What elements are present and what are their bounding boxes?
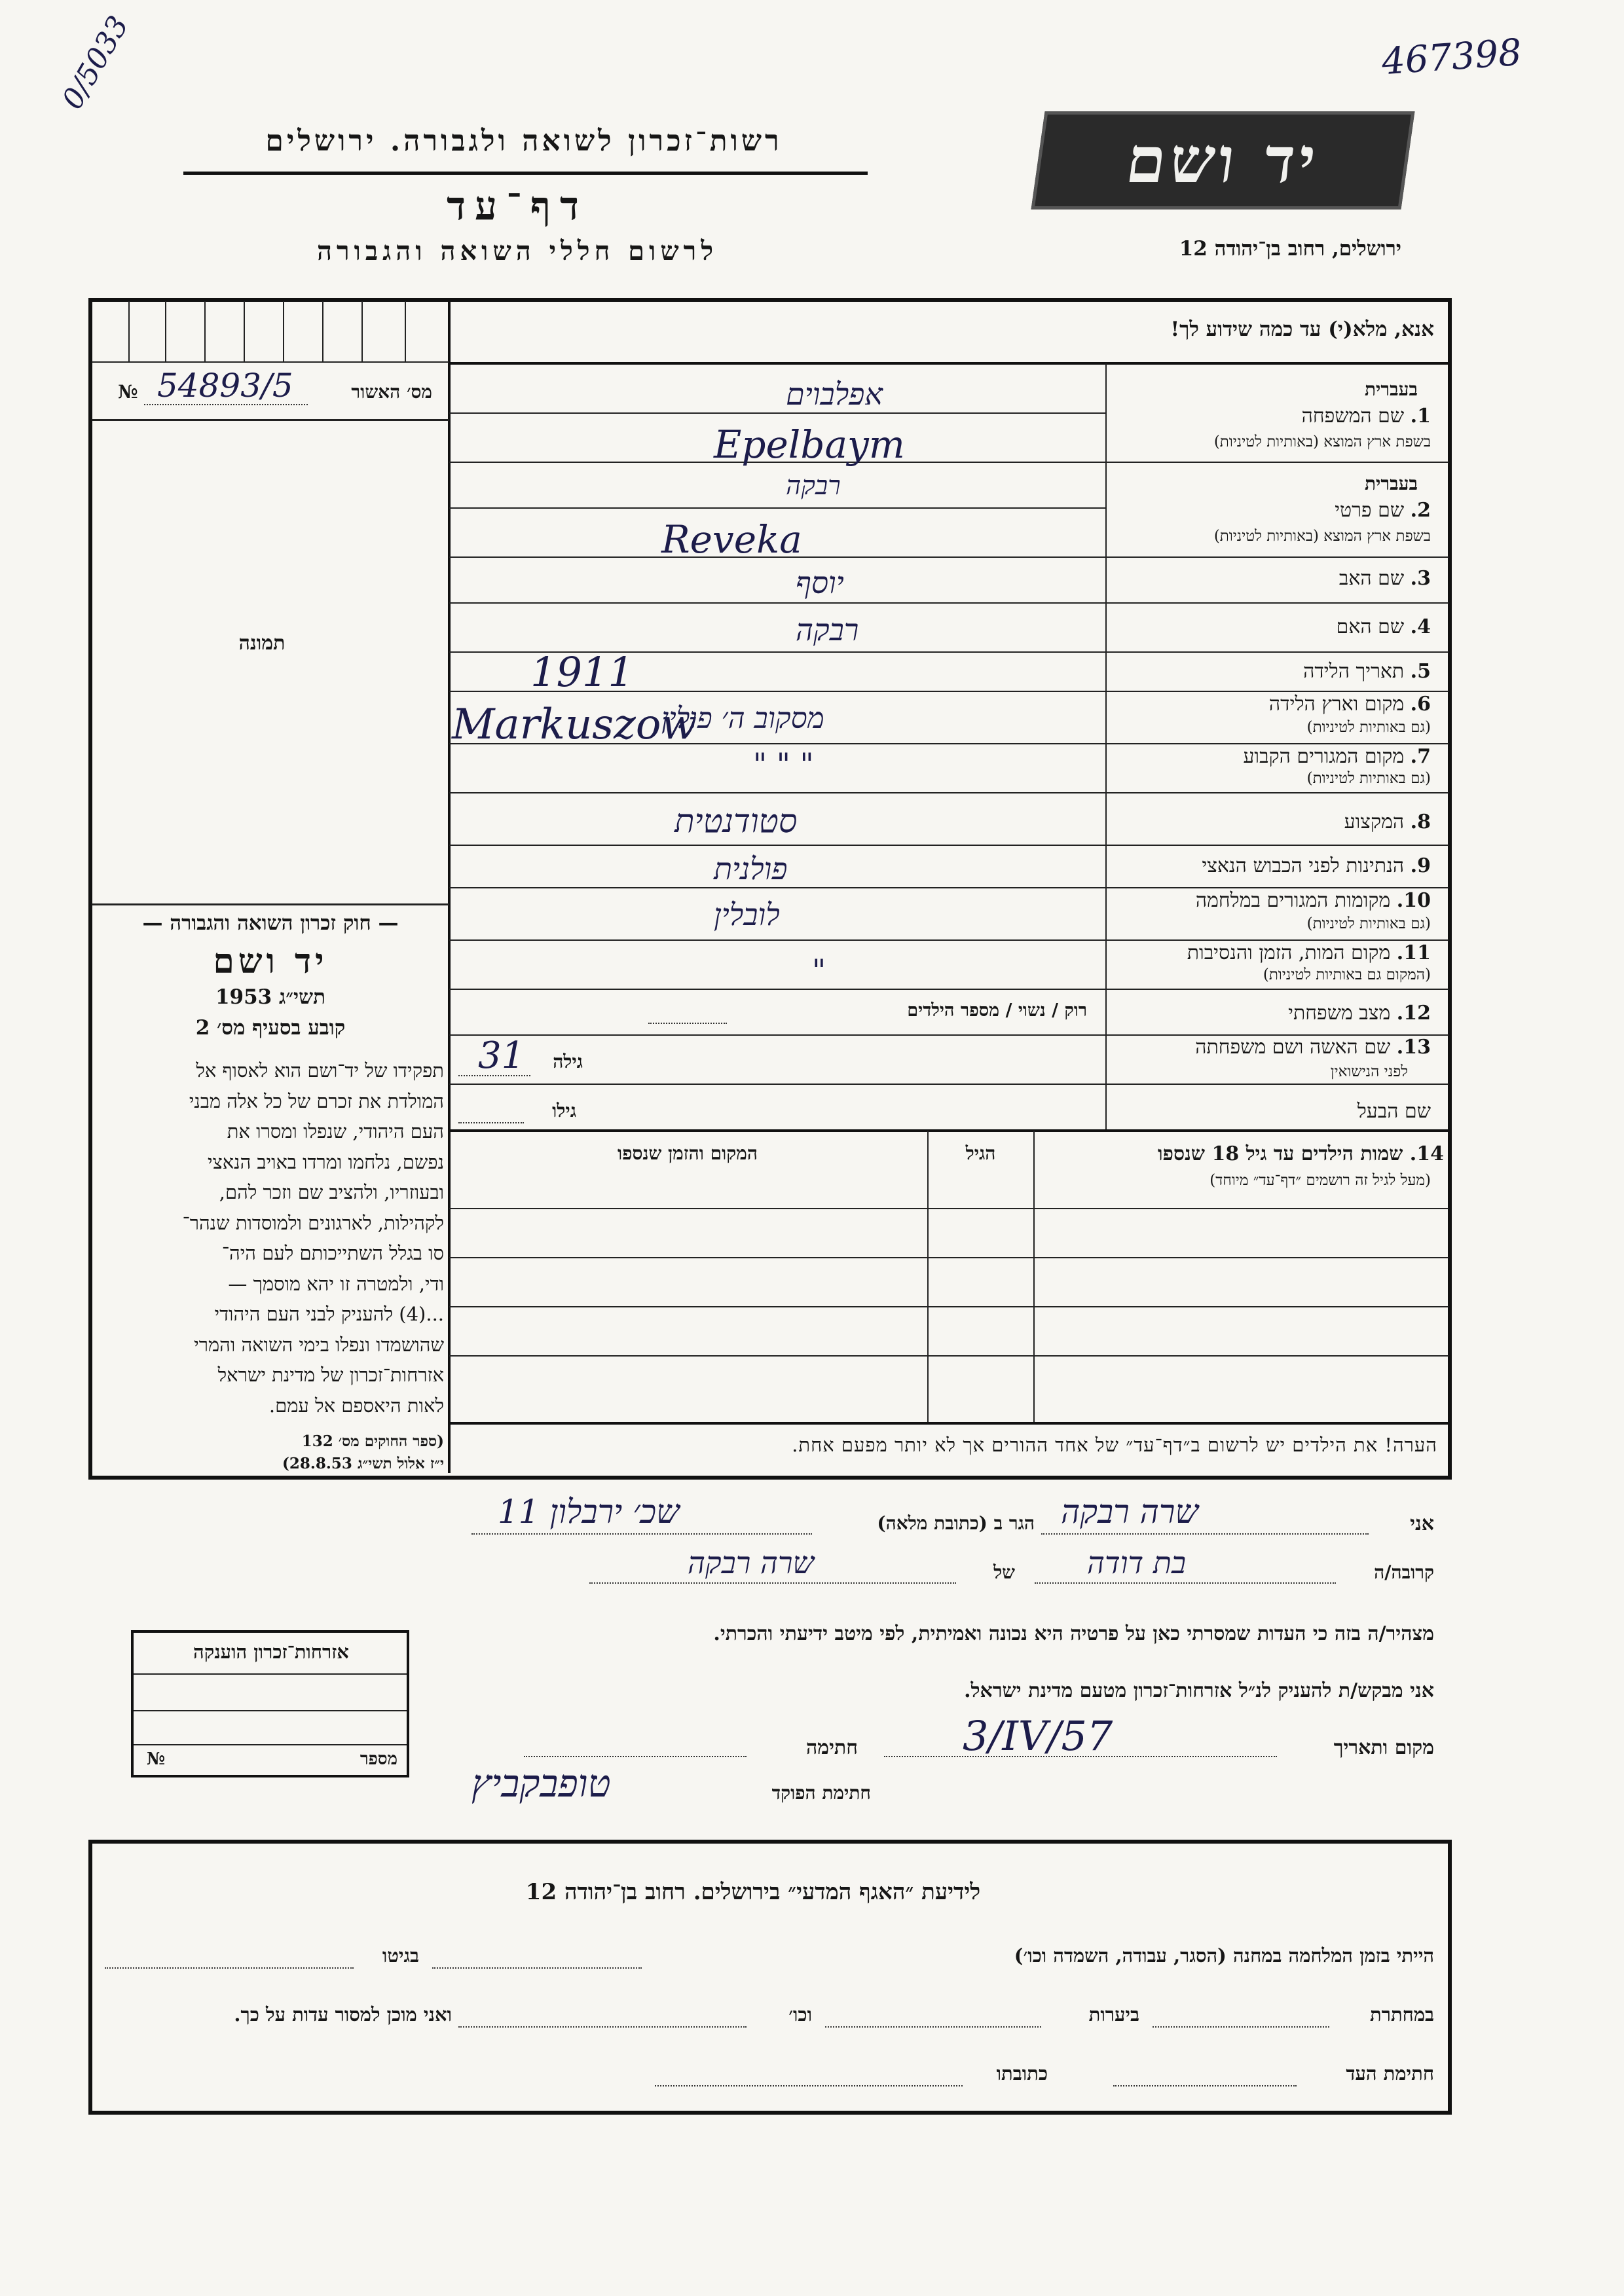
decl-relation: בת דודה: [1087, 1545, 1187, 1580]
citizenship-line: [134, 1744, 407, 1745]
field-9-num: 9.: [1410, 854, 1431, 877]
field-4-label: [1337, 615, 1431, 638]
field-5-num: 5.: [1410, 660, 1431, 683]
field-10-sub: (גם באותיות לטיניות): [1306, 915, 1431, 932]
bottom-line2c-fill: [458, 2025, 747, 2028]
decl-statement: מצהיר/ה בזה כי העדות שמסרתי כאן על פרטיה היא נכונה ואמיתית, לפי מיטב ידיעתי והכרתי.: [713, 1622, 1434, 1645]
signature-line: [524, 1755, 747, 1757]
form-subtitle: לרשום חללי השואה והגבורה: [316, 236, 718, 266]
form-title: דף־עד: [447, 183, 588, 229]
field-11-text: מקום המות, הזמן והנסיבות: [1187, 941, 1391, 964]
field-5-label: [1303, 660, 1431, 683]
row-line: [449, 939, 1449, 941]
box-divider: [165, 301, 166, 361]
field-6-label: [1269, 693, 1431, 716]
decl-relation-label: קרובה/ה: [1374, 1561, 1434, 1583]
field-7-num: 7.: [1410, 745, 1431, 768]
box-divider: [361, 301, 363, 361]
top-boxes-bottom: [92, 361, 449, 363]
field-12-text: מצב משפחתי: [1288, 1002, 1391, 1025]
field-6-sub: (גם באותיות לטיניות): [1306, 719, 1431, 736]
decl-address: שכ׳ ירבלון 11: [498, 1493, 680, 1531]
authority-title: רשות־זכרון לשואה ולגבורה. ירושלים: [265, 124, 783, 158]
answer-first-heb: רבקה: [786, 471, 841, 501]
field-5-text: תאריך הלידה: [1303, 660, 1405, 683]
children-col-1: [1033, 1131, 1035, 1423]
wife-age-label: גילה: [553, 1051, 583, 1072]
law-line: נפשם, נלחמו ומרדו באויב הנאצי: [207, 1150, 444, 1173]
row-line: [449, 887, 1449, 888]
place-date-label: מקום ותאריך: [1333, 1736, 1434, 1759]
decl-name: שרה רבקה: [1061, 1493, 1198, 1531]
law-line: המולדת את זכרם של כל אלה מבני: [189, 1089, 444, 1112]
row-line: [449, 602, 1449, 604]
law-source: (ספר החוקים מס׳ 132: [301, 1432, 444, 1450]
law-year: תשי״ג 1953: [215, 985, 326, 1009]
place-date: 3/IV/57: [963, 1712, 1113, 1760]
law-line: ובעוזריו, ולהציב שם וזכר להם,: [219, 1181, 444, 1203]
answer-surname-heb: אפלבוים: [786, 376, 883, 412]
field-7-label: [1243, 745, 1431, 768]
answer-nationality: פולנית: [714, 851, 788, 886]
instruction-row-bottom: [449, 362, 1449, 365]
decl-address-line: [471, 1532, 812, 1535]
row-line: [449, 989, 1449, 990]
bottom-line3a: חתימת העד: [1346, 2062, 1434, 2085]
bottom-line2b: ביערות: [1088, 2003, 1139, 2026]
field-2-label: [1335, 499, 1431, 522]
approval-label: מס׳ האשור: [351, 381, 432, 403]
approval-row-bottom: [92, 419, 449, 421]
field-10-num: 10.: [1396, 889, 1431, 912]
field-11-label: [1187, 941, 1431, 964]
field-1-tag: בעברית: [1364, 378, 1418, 400]
bottom-title: לידיעת ״האגף המדעי״ בירושלים. רחוב בן־יהודה 12: [525, 1879, 981, 1905]
page-number: 467398: [1380, 31, 1523, 84]
bottom-line2b-fill: [825, 2025, 1041, 2028]
bottom-line2c: וכו׳: [788, 2003, 812, 2026]
field-2-sub: בשפת ארץ המוצא (באותיות לטיניות): [1213, 528, 1431, 545]
field-13-label: [1195, 1036, 1431, 1059]
row-line: [449, 412, 1107, 414]
answer-mother: רבקה: [796, 612, 859, 647]
decl-relation-line: [1035, 1581, 1336, 1584]
authority-underline: [183, 172, 868, 175]
box-divider: [204, 301, 206, 361]
law-clause: קובע בסעיף מס׳ 2: [195, 1016, 346, 1040]
logo-text: יד ושם: [1122, 123, 1325, 197]
law-line: לקהילות, לארגונים ולמוסדות שנהר־: [182, 1211, 444, 1234]
children-sub: (מעל לגיל זה רושמים ״דף־עד״ מיוחד): [1209, 1172, 1431, 1189]
photo-area-bottom: [92, 903, 449, 905]
law-line: סו בגלל השתייכותם לעם היה־: [221, 1242, 444, 1264]
children-title-text: 14. שמות הילדים עד גיל 18 שנספו: [1157, 1142, 1444, 1165]
field-8-text: המקצוע: [1344, 811, 1405, 833]
citizenship-title: אזרחות־זכרון הוענקה: [193, 1641, 349, 1663]
instruction: אנא, מלא(י) עד כמה שידוע לך!: [1170, 318, 1434, 341]
field-2-text: שם פרטי: [1335, 499, 1405, 522]
bottom-line2d: ואני מוכן למסור עדות על כך.: [234, 2003, 452, 2026]
law-line: העם היהודי, שנפלו ומסרו את: [227, 1120, 444, 1142]
law-heading: — חוק זכרון השואה והגבורה —: [142, 911, 399, 935]
decl-request: אני מבקש/ת להעניק לנ״ל אזרחות־זכרון מטעם מדינת ישראל.: [964, 1679, 1434, 1702]
bottom-line1b-fill: [105, 1966, 354, 1969]
row-line: [449, 507, 1107, 509]
answer-surname-lat: Epelbaym: [714, 422, 905, 467]
row-line: [449, 845, 1449, 846]
bottom-line1-fill: [432, 1966, 642, 1969]
children-row-line: [449, 1355, 1449, 1357]
citizenship-line: [134, 1710, 407, 1711]
field-12-label: [1288, 1002, 1431, 1025]
row-line: [449, 1129, 1449, 1132]
field-6-num: 6.: [1410, 693, 1431, 716]
approval-no-mark: №: [118, 381, 138, 403]
label-column-divider: [1105, 363, 1107, 1129]
law-line: תפקידו של יד־ושם הוא לאסוף אל: [196, 1059, 444, 1082]
decl-of-line: [589, 1581, 956, 1584]
bottom-line3b-fill: [655, 2084, 963, 2086]
approval-line: [144, 403, 308, 405]
box-divider: [244, 301, 245, 361]
answer-birth-place: Markuszow: [452, 701, 697, 749]
husband-label: [1357, 1100, 1431, 1123]
law-line: ודי, ולמטרה זו יהא מוסמך —: [228, 1272, 444, 1295]
citizenship-box: [131, 1630, 409, 1777]
children-age-col: הגיל: [965, 1142, 996, 1164]
field-3-text: שם האב: [1338, 567, 1405, 590]
field-4-num: 4.: [1410, 615, 1431, 638]
field-9-text: הנתינות לפני הכבוש הנאצי: [1202, 854, 1405, 877]
box-divider: [322, 301, 323, 361]
answer-residence: " " ": [753, 746, 814, 782]
row-line: [449, 792, 1449, 793]
field-3-num: 3.: [1410, 567, 1431, 590]
children-table-bottom: [449, 1422, 1449, 1425]
officer-label: חתימת הפוקד: [771, 1782, 871, 1804]
field-13-num: 13.: [1396, 1036, 1431, 1059]
children-place-col: המקום והזמן שנספו: [618, 1142, 758, 1164]
citizenship-title-line: [134, 1673, 407, 1675]
box-divider: [283, 301, 284, 361]
header-address: ירושלים, רחוב בן־יהודה 12: [1179, 237, 1401, 261]
law-body: [98, 1055, 444, 1421]
answer-father: יוסף: [796, 565, 844, 600]
bottom-line3b: כתובתו: [996, 2062, 1048, 2085]
law-source-date: י״ז אלול תשי״ג 28.8.53): [282, 1455, 444, 1472]
wife-age-line: [458, 1074, 530, 1076]
field-7-sub: (גם באותיות לטיניות): [1306, 770, 1431, 787]
row-line: [449, 462, 1449, 463]
officer-signature: טופבקביץ: [471, 1761, 611, 1806]
decl-name-line: [1041, 1532, 1369, 1535]
field-3-label: [1339, 567, 1431, 590]
marital-options: רוק / נשוי / מספר הילדים: [907, 1000, 1087, 1021]
law-name: יד ושם: [213, 941, 328, 981]
field-11-sub: (המקום גם באותיות לטיניות): [1263, 966, 1431, 983]
field-9-label: [1202, 854, 1431, 877]
wife-age: 31: [478, 1034, 525, 1077]
husband-text: שם הבעל: [1357, 1100, 1431, 1123]
citizenship-number-label: מספר: [360, 1749, 397, 1769]
bottom-line2a-fill: [1153, 2025, 1329, 2028]
decl-lives-in: הגר ב (כתובת מלאה): [877, 1512, 1035, 1534]
answer-death: ": [812, 953, 826, 988]
bottom-line1a: הייתי בזמן המלחמה במחנה (הסגר, עבודה, השמדה וכו׳): [1014, 1944, 1434, 1967]
box-divider: [128, 301, 130, 361]
answer-birth-place-heb: מסקוב ה׳ פולין: [661, 702, 824, 735]
signature-label: חתימה: [806, 1736, 858, 1759]
answer-first-lat: Reveka: [661, 517, 802, 562]
yad-vashem-logo: [1031, 111, 1414, 210]
law-line: לאות היאספם אל עמם.: [268, 1394, 444, 1417]
decl-of: של: [993, 1561, 1015, 1583]
marital-line: [648, 1021, 727, 1024]
law-line: שהושמדו ונפלו בימי השואה והמרי: [194, 1333, 444, 1356]
decl-ani: אני: [1410, 1512, 1434, 1535]
children-row-line: [449, 1257, 1449, 1258]
field-1-label: [1302, 405, 1431, 428]
field-10-text: מקומות המגורים במלחמה: [1195, 889, 1391, 912]
box-divider: [405, 301, 406, 361]
field-4-text: שם האם: [1336, 615, 1405, 638]
field-1-text: שם המשפחה: [1301, 405, 1405, 428]
field-8-num: 8.: [1410, 811, 1431, 833]
field-1-num: 1.: [1410, 405, 1431, 428]
children-row-line: [449, 1306, 1449, 1307]
children-col-2: [927, 1131, 929, 1423]
law-line: אזרחות־זכרון של מדינת ישראל: [217, 1364, 444, 1386]
answer-profession: סטודנטית: [674, 802, 798, 840]
row-line: [449, 556, 1449, 558]
field-6-text: מקום וארץ הלידה: [1268, 693, 1405, 716]
answer-birth-date: 1911: [530, 648, 634, 696]
law-line: ...(4) להעניק לבני העם היהודי: [214, 1303, 444, 1325]
field-12-num: 12.: [1396, 1002, 1431, 1025]
bottom-line2a: במחתרת: [1370, 2003, 1434, 2026]
field-11-num: 11.: [1396, 941, 1431, 964]
row-line: [449, 1084, 1449, 1085]
field-8-label: [1344, 811, 1431, 833]
note: הערה! את הילדים יש לרשום ב״דף־עד״ של אחד ההורים אך לא יותר מפעם אחת.: [792, 1434, 1437, 1456]
field-2-num: 2.: [1410, 499, 1431, 522]
answer-war-places: לובלין: [714, 897, 780, 932]
archive-number: 0/5033: [56, 10, 136, 115]
bottom-line3a-fill: [1113, 2084, 1297, 2086]
field-2-tag: בעברית: [1364, 473, 1418, 494]
place-date-line: [884, 1755, 1277, 1757]
field-10-label: [1196, 889, 1431, 912]
children-title: [1041, 1142, 1444, 1165]
field-13-text: שם האשה ושם משפחתה: [1195, 1036, 1391, 1059]
husband-age-line: [458, 1121, 524, 1123]
children-header-bottom: [449, 1208, 1449, 1209]
bottom-line1b: בגיטו: [382, 1944, 419, 1967]
field-13-sub: לפני הנישואין: [1330, 1063, 1408, 1080]
field-7-text: מקום המגורים הקבוע: [1243, 745, 1405, 768]
approval-number: 54893/5: [157, 367, 293, 405]
photo-label: תמונה: [238, 632, 286, 655]
decl-of-name: שרה רבקה: [688, 1545, 815, 1580]
field-1-sub: בשפת ארץ המוצא (באותיות לטיניות): [1213, 433, 1431, 450]
citizenship-no-mark: №: [147, 1749, 166, 1769]
husband-age-label: גילו: [552, 1100, 576, 1121]
